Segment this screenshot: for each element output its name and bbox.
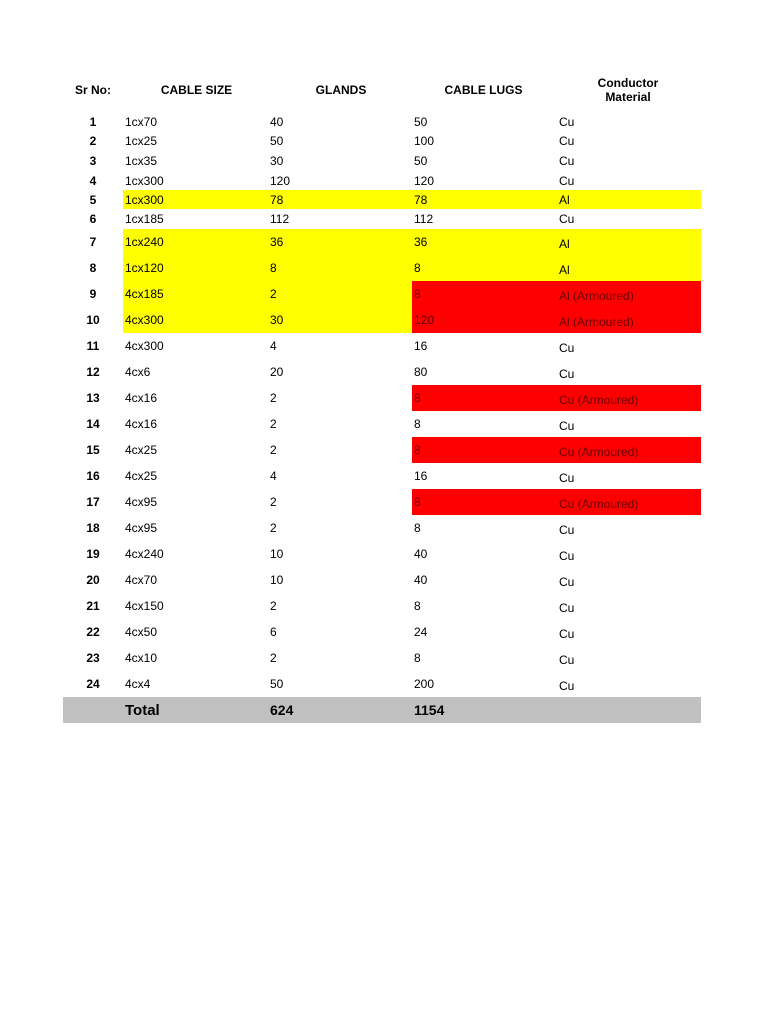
cable-size-cell: 1cx25 [125,134,158,148]
cable-lugs-cell: 50 [414,154,428,168]
sr-no-cell: 8 [89,261,97,275]
cable-lugs-cell: 8 [414,417,421,431]
glands-cell: 2 [270,521,277,535]
material-cell: Cu [559,114,575,129]
cable-size-cell: 1cx300 [125,173,164,188]
cable-lugs-cell: 40 [414,547,428,561]
table-row [63,151,701,171]
cable-lugs-cell: 120 [412,307,555,333]
sr-no-cell: 16 [86,469,100,483]
material-cell: Cu (Armoured) [555,489,701,515]
cable-size-cell: 4cx25 [125,443,158,457]
sr-no-cell: 22 [86,625,100,639]
table-row [63,593,701,619]
cable-lugs-cell: 24 [414,625,428,639]
cable-size-cell: 4cx16 [125,391,158,405]
cable-lugs-cell: 78 [412,190,555,209]
sr-no-cell: 21 [86,599,100,613]
sr-no-cell: 18 [86,521,100,535]
cable-size-cell: 4cx300 [125,339,164,353]
table-row [63,463,701,489]
cable-lugs-cell: 16 [414,339,428,353]
table-row [63,131,701,151]
sr-no-cell: 1 [89,114,97,129]
cable-size-cell: 4cx10 [125,651,158,665]
material-cell: Cu (Armoured) [555,437,701,463]
cable-size-cell: 4cx95 [125,521,158,535]
material-cell: Cu [559,341,575,355]
cable-size-cell: 4cx95 [125,495,158,509]
cable-lugs-cell: 112 [414,212,434,226]
table-row [63,437,701,463]
glands-cell: 2 [270,651,277,665]
glands-cell: 10 [270,573,284,587]
cable-lugs-cell: 8 [412,489,555,515]
glands-cell: 50 [270,134,284,148]
glands-cell: 2 [270,599,277,613]
header-row [63,72,701,108]
sr-no-cell: 3 [89,154,97,168]
cable-lugs-cell: 80 [414,365,428,379]
glands-cell: 40 [270,114,284,129]
table-row [63,515,701,541]
sr-no-cell: 24 [86,677,100,691]
material-cell: Cu [559,679,575,693]
table-row [63,619,701,645]
cable-size-cell: 1cx185 [125,212,164,226]
header-conductor-material: Conductor Material [597,76,659,104]
sr-no-cell: 14 [86,417,100,431]
table-row [63,171,701,190]
sr-no-cell: 15 [86,443,100,457]
table-row [63,645,701,671]
cable-lugs-cell: 8 [414,521,421,535]
cable-lugs-cell: 8 [412,281,555,307]
table-row [63,209,701,229]
table-row [63,541,701,567]
table-row [63,255,701,281]
total-label: Total [125,701,160,719]
glands-cell: 50 [270,677,284,691]
sr-no-cell: 11 [86,339,100,353]
sr-no-cell: 13 [86,391,100,405]
sr-no-cell: 4 [89,173,97,188]
table-row [63,307,701,333]
material-cell: Cu [559,653,575,667]
cable-size-cell: 4cx240 [125,547,164,561]
header-sr-no: Sr No: [75,83,111,97]
sr-no-cell: 2 [89,134,97,148]
sr-no-cell: 12 [86,365,100,379]
material-cell: Cu [559,134,575,148]
glands-cell: 112 [270,212,290,226]
table-row [63,411,701,437]
glands-cell: 4 [270,339,277,353]
table-row [63,333,701,359]
sr-no-cell: 9 [89,287,97,301]
material-cell: Cu [559,627,575,641]
material-cell: Cu [559,523,575,537]
cable-size-cell: 1cx120 [123,255,270,281]
header-cable-lugs: CABLE LUGS [444,83,523,97]
sr-no-cell: 19 [86,547,100,561]
cable-size-cell: 1cx35 [125,154,158,168]
material-cell: Cu [559,575,575,589]
table-row [63,671,701,697]
table-row [63,567,701,593]
material-cell: Al (Armoured) [555,281,701,307]
material-cell: Al (Armoured) [555,307,701,333]
material-cell: Al [555,229,701,255]
glands-cell: 2 [270,443,277,457]
table-row [63,190,701,209]
glands-cell: 78 [270,190,412,209]
table-row [63,229,701,255]
cable-size-cell: 4cx4 [125,677,151,691]
cable-size-cell: 4cx70 [125,573,158,587]
cable-lugs-cell: 36 [412,229,555,255]
cable-size-cell: 1cx70 [125,114,158,129]
material-cell: Cu [559,212,575,226]
header-cable-size: CABLE SIZE [160,83,233,97]
glands-cell: 4 [270,469,277,483]
table-row [63,359,701,385]
cable-size-cell: 4cx150 [125,599,164,613]
glands-cell: 2 [270,391,277,405]
material-cell: Cu [559,173,575,188]
cable-size-cell: 4cx300 [123,307,270,333]
cable-size-cell: 4cx50 [125,625,158,639]
cable-lugs-cell: 100 [414,134,435,148]
sr-no-cell: 7 [89,235,97,249]
cable-lugs-cell: 8 [414,599,421,613]
sr-no-cell: 10 [86,313,100,327]
table-row [63,385,701,411]
table-row [63,112,701,131]
cable-lugs-cell: 40 [414,573,428,587]
cable-lugs-cell: 200 [414,677,435,691]
sr-no-cell: 5 [89,192,97,207]
cable-size-cell: 4cx16 [125,417,158,431]
sr-no-cell: 6 [89,212,97,226]
cable-lugs-cell: 8 [412,385,555,411]
sr-no-cell: 20 [86,573,100,587]
cable-size-cell: 4cx6 [125,365,151,379]
material-cell: Al [555,190,701,209]
cable-lugs-cell: 50 [414,114,428,129]
material-cell: Cu [559,601,575,615]
glands-cell: 2 [270,495,277,509]
cable-size-cell: 1cx240 [123,229,270,255]
material-cell: Cu [559,154,575,168]
cable-lugs-cell: 8 [414,651,421,665]
table-row [63,281,701,307]
glands-cell: 8 [270,255,412,281]
sr-no-cell: 23 [86,651,100,665]
material-cell: Al [555,255,701,281]
table-row [63,489,701,515]
glands-cell: 30 [270,154,284,168]
glands-cell: 30 [270,307,412,333]
glands-cell: 20 [270,365,284,379]
material-cell: Cu [559,419,575,433]
material-cell: Cu [559,471,575,485]
glands-cell: 2 [270,281,412,307]
glands-cell: 36 [270,229,412,255]
glands-cell: 2 [270,417,277,431]
glands-cell: 10 [270,547,284,561]
cable-lugs-cell: 8 [412,437,555,463]
material-cell: Cu (Armoured) [555,385,701,411]
cable-lugs-cell: 120 [414,173,435,188]
glands-cell: 6 [270,625,277,639]
total-row [63,697,701,723]
cable-size-cell: 4cx185 [123,281,270,307]
sr-no-cell: 17 [86,495,100,509]
material-cell: Cu [559,367,575,381]
glands-cell: 120 [270,173,291,188]
total-lugs: 1154 [414,702,445,718]
cable-lugs-cell: 16 [414,469,428,483]
total-glands: 624 [270,702,294,718]
header-glands: GLANDS [315,83,367,97]
cable-size-cell: 1cx300 [123,190,270,209]
material-cell: Cu [559,549,575,563]
cable-lugs-cell: 8 [412,255,555,281]
cable-size-cell: 4cx25 [125,469,158,483]
